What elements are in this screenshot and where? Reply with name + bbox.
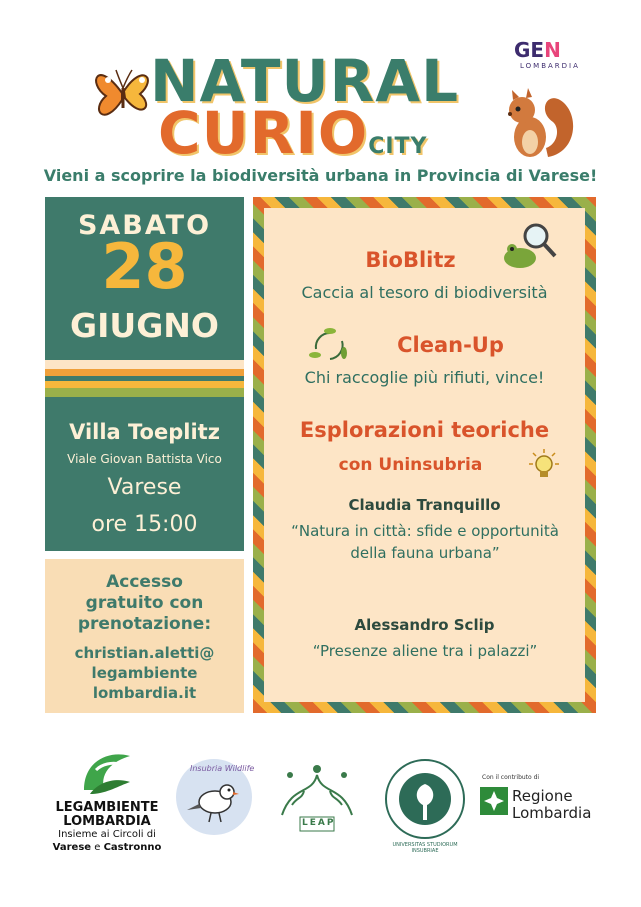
day-number: 28	[101, 230, 188, 303]
stripe-cream	[45, 360, 244, 369]
title-curiocity	[158, 99, 428, 167]
cleanup-desc: Chi raccoglie più rifiuti, vince!	[304, 368, 545, 387]
legambiente-logo-icon	[80, 750, 134, 800]
subtitle: Vieni a scoprire la biodiversità urbana in Provincia di Varese!	[43, 166, 598, 185]
explore-sub: con Uninsubria	[338, 455, 483, 475]
event-time: ore 15:00	[91, 512, 198, 537]
cleanup-title: Clean-Up	[397, 333, 504, 357]
venue-city: Varese	[107, 475, 182, 500]
regione-contributo: Con il contributo di	[482, 774, 540, 781]
venue-name: Villa Toeplitz	[69, 420, 220, 444]
explore-title: Esplorazioni teoriche	[299, 418, 550, 442]
leap-text: LEAP	[302, 818, 336, 828]
talk1-title: “Natura in città: sfide e opportunità della fauna urbana”	[291, 522, 559, 562]
email-line1: christian.aletti@	[74, 644, 215, 662]
legambiente-tag1: Insieme ai Circoli di	[58, 829, 156, 840]
month: GIUGNO	[70, 306, 219, 345]
stripe-yellow	[45, 381, 244, 388]
uninsubria-seal	[384, 758, 466, 840]
email-line2: legambiente	[91, 664, 198, 682]
regione-name1: Regione	[512, 787, 573, 805]
gen-logo	[514, 38, 561, 62]
lightbulb-icon	[524, 446, 564, 486]
title-curio: CURIO	[158, 99, 369, 167]
legambiente-name2: LOMBARDIA	[63, 814, 151, 829]
contact-email[interactable]	[45, 643, 244, 703]
bioblitz-desc: Caccia al tesoro di biodiversità	[301, 283, 548, 302]
title-city: CITY	[368, 134, 428, 159]
legambiente-castronno: Castronno	[103, 842, 162, 853]
regione-name2: Lombardia	[512, 804, 592, 822]
insubria-wildlife-text: Insubria Wildlife	[190, 764, 255, 773]
squirrel-icon	[498, 82, 578, 162]
access-line1: Accesso	[106, 572, 183, 592]
gen-logo-n: N	[544, 38, 561, 62]
venue-street: Viale Giovan Battista Vico	[67, 452, 222, 466]
email-line3: lombardia.it	[92, 684, 197, 702]
stripe-orange	[45, 369, 244, 376]
gen-logo-sub: LOMBARDIA	[520, 62, 580, 70]
legambiente-tag2	[45, 842, 169, 853]
bioblitz-title: BioBlitz	[365, 248, 456, 272]
speaker2-name: Alessandro Sclip	[354, 616, 495, 634]
regione-lombardia-icon	[480, 787, 508, 815]
title-natural: NATURAL	[150, 47, 460, 115]
gen-logo-ge: GE	[514, 38, 545, 62]
uninsubria-text: UNIVERSITAS STUDIORUM INSUBRIAE	[392, 842, 458, 854]
legambiente-name1: LEGAMBIENTE	[55, 800, 159, 815]
talk2-title: “Presenze aliene tra i palazzi”	[312, 642, 538, 660]
legambiente-varese: Varese	[52, 842, 92, 853]
access-info	[45, 572, 244, 635]
speaker1-name: Claudia Tranquillo	[348, 496, 501, 514]
stripe-olive	[45, 388, 244, 397]
butterfly-icon	[92, 58, 154, 128]
frog-magnifier-icon	[500, 222, 558, 272]
access-line2: gratuito con	[85, 593, 204, 613]
weekday: SABATO	[77, 210, 212, 241]
legambiente-and: e	[91, 842, 104, 853]
access-line3: prenotazione:	[77, 614, 212, 634]
